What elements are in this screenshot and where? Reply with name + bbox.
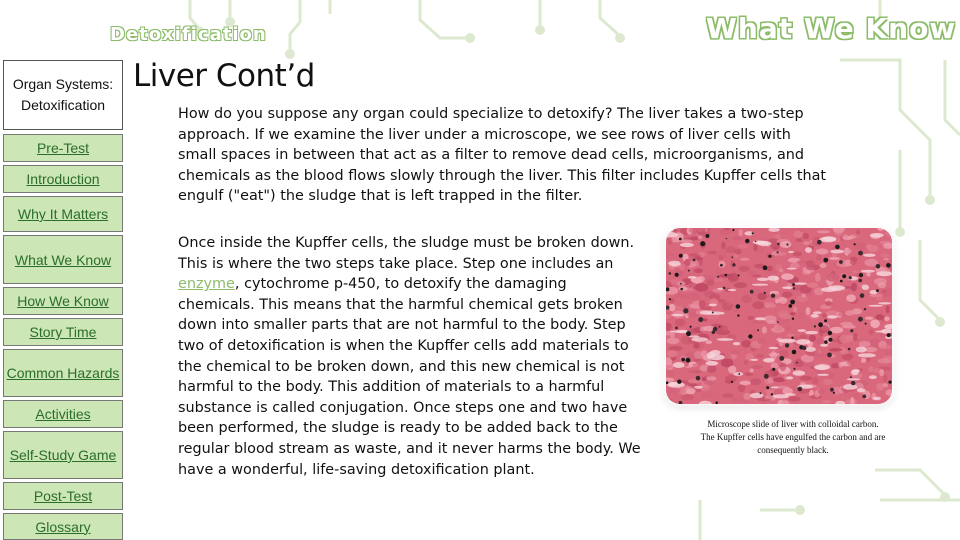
sidebar-item-glossary[interactable]: Glossary xyxy=(3,513,123,540)
page-heading: Liver Cont’d xyxy=(133,58,315,94)
paragraph-2-text-a: Once inside the Kupffer cells, the sludge must be broken down. This is where the two steps take place. Step one includes an xyxy=(178,235,635,272)
sidebar-item-what-we-know[interactable]: What We Know xyxy=(3,235,123,284)
image-caption: Microscope slide of liver with colloidal carbon. The Kupffer cells have engulfed the carbon and are consequently black. xyxy=(700,419,886,455)
sidebar-item-story-time[interactable]: Story Time xyxy=(3,318,123,346)
liver-tissue-texture xyxy=(666,228,892,404)
body-paragraph-2 xyxy=(178,233,642,480)
sidebar-item-post-test[interactable]: Post-Test xyxy=(3,482,123,510)
banner-title: Detoxification xyxy=(110,24,267,45)
liver-microscope-image xyxy=(666,228,892,404)
sidebar-item-activities[interactable]: Activities xyxy=(3,400,123,428)
sidebar-item-self-study-game[interactable]: Self-Study Game xyxy=(3,431,123,479)
sidebar-item-why-it-matters[interactable]: Why It Matters xyxy=(3,196,123,232)
enzyme-link[interactable]: enzyme xyxy=(178,276,235,293)
sidebar-item-introduction[interactable]: Introduction xyxy=(3,165,123,193)
sidebar-item-pre-test[interactable]: Pre-Test xyxy=(3,134,123,162)
paragraph-2-text-b: , cytochrome p-450, to detoxify the damaging chemicals. This means that the harmful chemical gets broken down into smaller parts that are not harmful to the body. Step two of detoxification is when the Kupffer cells add materials to the chemical to be broken down, and this new chemical is not harmful to the body. This addition of materials to a harmful substance is called conjugation. Once steps one and two have been performed, the sludge is ready to be added back to the regular blood stream as waste, and it never harms the body. We have a wonderful, life-saving detoxification plant. xyxy=(178,276,641,478)
body-paragraph-1: How do you suppose any organ could specialize to detoxify? The liver takes a two-step approach. If we examine the liver under a microscope, we see rows of liver cells with small spaces in between that act as a filter to remove dead cells, microorganisms, and chemicals as the blood flows slowly through the liver. This filter includes Kupffer cells that engulf ("eat") the sludge that is left trapped in the filter. xyxy=(178,106,827,205)
sidebar-item-how-we-know[interactable]: How We Know xyxy=(3,287,123,315)
sidebar-item-common-hazards[interactable]: Common Hazards xyxy=(3,349,123,397)
sidebar-title: Organ Systems: Detoxification xyxy=(3,60,123,130)
sidebar-nav xyxy=(3,60,123,130)
section-title: What We Know xyxy=(706,12,957,45)
